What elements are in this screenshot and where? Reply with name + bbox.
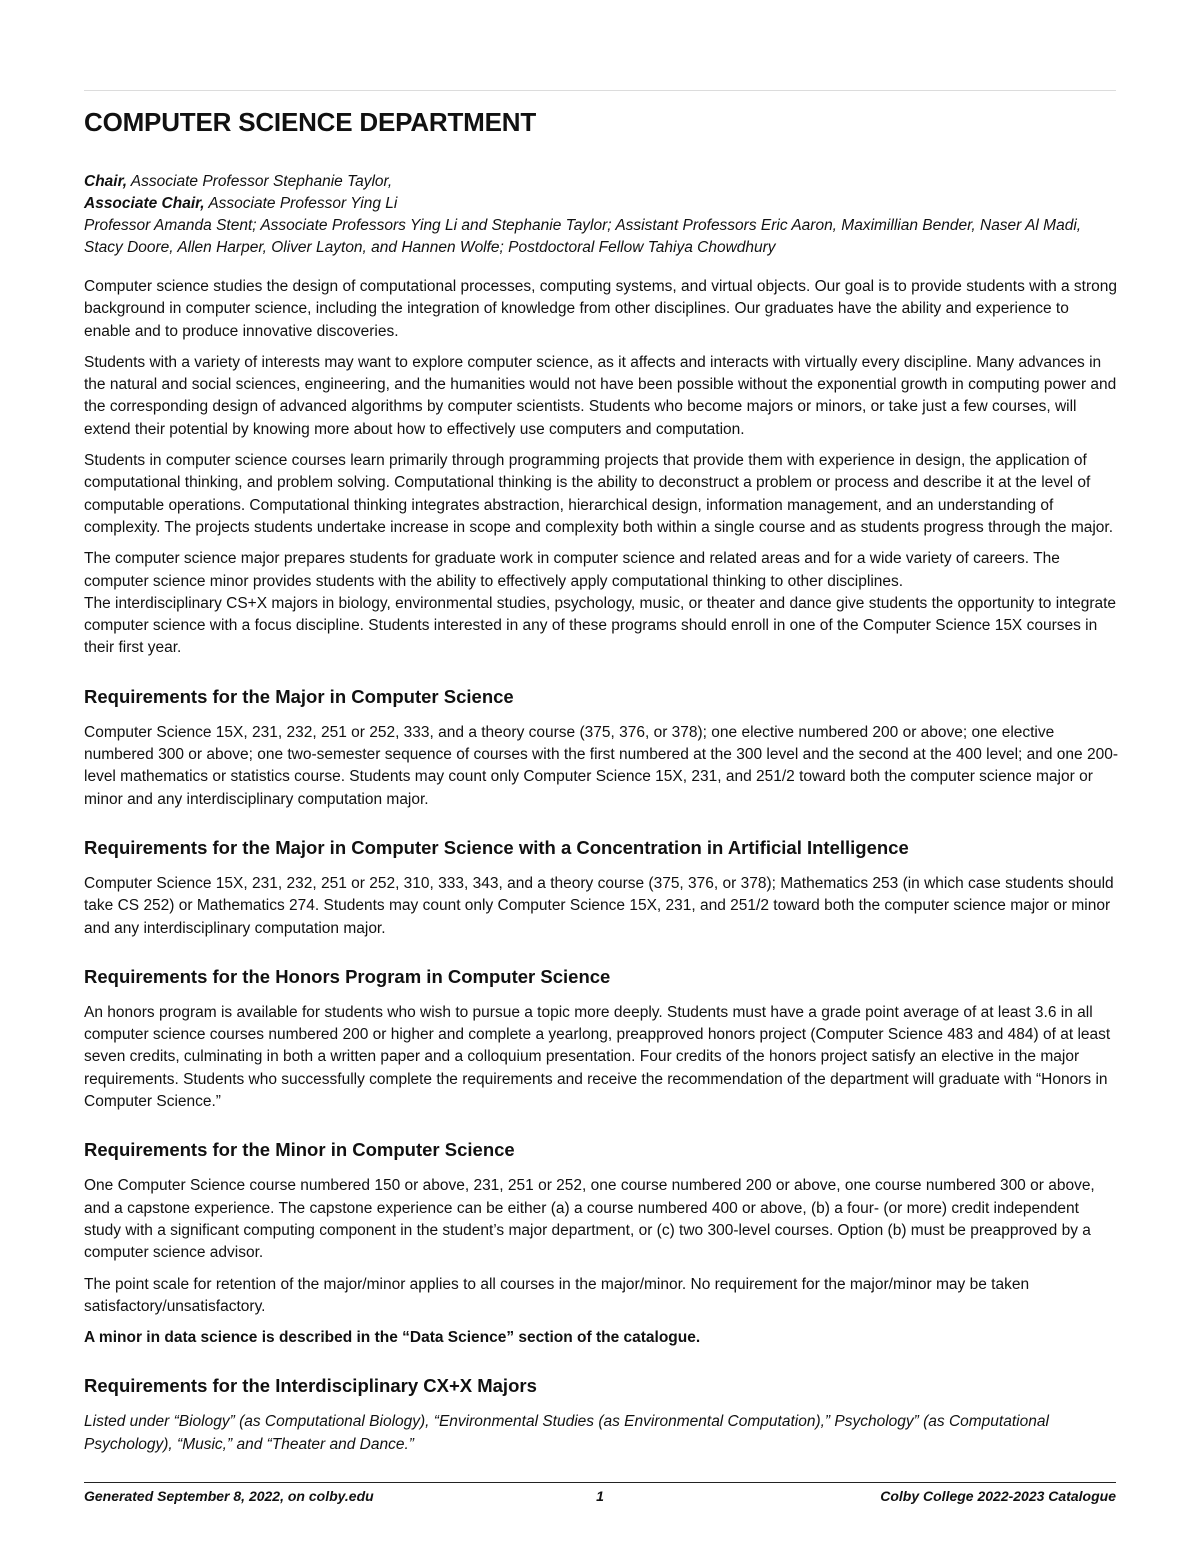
footer-divider <box>84 1482 1116 1483</box>
faculty-list <box>84 171 1118 259</box>
associate-chair-name: Associate Professor Ying Li <box>204 195 398 212</box>
faculty-members: Professor Amanda Stent; Associate Professors Ying Li and Stephanie Taylor; Assistant Professors Eric Aaron, Maximillian Bender, Naser Al Madi, Stacy Doore, Allen Harper, Oliver Layton, and Hannen Wolfe; Postdoctoral Fellow Tahiya Chowdhury <box>84 217 1082 256</box>
footer-generated: Generated September 8, 2022, on colby.edu <box>84 1488 374 1504</box>
honors-requirements: An honors program is available for students who wish to pursue a topic more deeply. Students must have a grade point average of at least 3.6 in all computer science courses numbered 200 or higher and complete a yearlong, preapproved honors project (Computer Science 483 and 484) of at least seven credits, culminating in both a written paper and a colloquium presentation. Four credits of the honors project satisfy an elective in the major requirements. Students who successfully complete the requirements and receive the recommendation of the department will graduate with “Honors in Computer Science.” <box>84 1003 1111 1111</box>
interdisciplinary-text: Listed under “Biology” (as Computational Biology), “Environmental Studies (as Environmental Computation),” Psychology” (as Computational Psychology), “Music,” and “Theater and Dance.” <box>84 1413 1049 1453</box>
intro-paragraph-4: The computer science major prepares students for graduate work in computer science and related areas and for a wide variety of careers. The computer science minor provides students with the ability to effectively apply computational thinking to other disciplines. <box>84 550 1060 590</box>
associate-chair-label: Associate Chair, <box>84 195 205 212</box>
data-science-note: A minor in data science is described in the “Data Science” section of the catalogue. <box>84 1329 701 1347</box>
honors-heading: Requirements for the Honors Program in Computer Science <box>84 965 611 987</box>
intro-paragraph-5: The interdisciplinary CS+X majors in biology, environmental studies, psychology, music, or theater and dance give students the opportunity to integrate computer science with a focus discipline. Students interested in any of these programs should enroll in one of the Computer Science 15X courses in their first year. <box>84 594 1117 657</box>
page-title: COMPUTER SCIENCE DEPARTMENT <box>84 107 537 137</box>
chair-line <box>84 171 1118 193</box>
minor-requirements: One Computer Science course numbered 150 or above, 231, 251 or 252, one course numbered 200 or above, one course numbered 300 or above, and a capstone experience. The capstone experience can be either (a) a course numbered 400 or above, (b) a four- (or more) credit independent study with a significant computing component in the student’s major department, or (c) two 300-level courses. Option (b) must be preapproved by a computer science advisor. <box>84 1177 1095 1262</box>
chair-label: Chair, <box>84 173 128 190</box>
intro-paragraph-1: Computer science studies the design of computational processes, computing systems, and virtual objects. Our goal is to provide students with a strong background in computer science, including the integration of knowledge from other disciplines. Our graduates have the ability and experience to enable and to produce innovative discoveries. <box>84 278 1117 340</box>
major-heading: Requirements for the Major in Computer Science <box>84 685 514 707</box>
ai-concentration-requirements: Computer Science 15X, 231, 232, 251 or 252, 310, 333, 343, and a theory course (375, 376, or 378); Mathematics 253 (in which case students should take CS 252) or Mathematics 274. Students may count only Computer Science 15X, 231, and 251/2 toward both the computer science major or minor and any interdisciplinary computation major. <box>84 874 1114 937</box>
intro-paragraph-2: Students with a variety of interests may want to explore computer science, as it affects and interacts with virtually every discipline. Many advances in the natural and social sciences, engineering, and the humanities would not have been possible without the exponential growth in computing power and the corresponding design of advanced algorithms by computer scientists. Students who become majors or minors, or take just a few courses, will extend their potential by knowing more about how to effectively use computers and computation. <box>84 353 1117 438</box>
footer-catalogue: Colby College 2022-2023 Catalogue <box>880 1488 1116 1504</box>
point-scale-note: The point scale for retention of the major/minor applies to all courses in the major/minor. No requirement for the major/minor may be taken satisfactory/unsatisfactory. <box>84 1275 1030 1315</box>
footer-page-number: 1 <box>596 1488 604 1504</box>
associate-chair-line <box>84 193 1118 215</box>
document-body <box>84 107 1118 1465</box>
intro-paragraph-3: Students in computer science courses learn primarily through programming projects that provide them with experience in design, the application of computational thinking, and problem solving. Computational thinking is the ability to deconstruct a problem or process and describe it at the level of computable operations. Computational thinking integrates abstraction, hierarchical design, information management, and an understanding of complexity. The projects students undertake increase in scope and complexity both within a single course and as students progress through the major. <box>84 452 1114 536</box>
top-divider <box>84 90 1116 91</box>
ai-concentration-heading: Requirements for the Major in Computer Science with a Concentration in Artificial Intelligence <box>84 836 909 858</box>
chair-name: Associate Professor Stephanie Taylor, <box>127 173 393 190</box>
interdisciplinary-heading: Requirements for the Interdisciplinary CX+X Majors <box>84 1375 537 1397</box>
minor-heading: Requirements for the Minor in Computer Science <box>84 1139 515 1161</box>
major-requirements: Computer Science 15X, 231, 232, 251 or 252, 333, and a theory course (375, 376, or 378); one elective numbered 200 or above; one elective numbered 300 or above; one two-semester sequence of courses with the first numbered at the 300 level and the second at the 400 level; and one 200-level mathematics or statistics course. Students may count only Computer Science 15X, 231, and 251/2 toward both the computer science major or minor and any interdisciplinary computation major. <box>84 723 1118 808</box>
